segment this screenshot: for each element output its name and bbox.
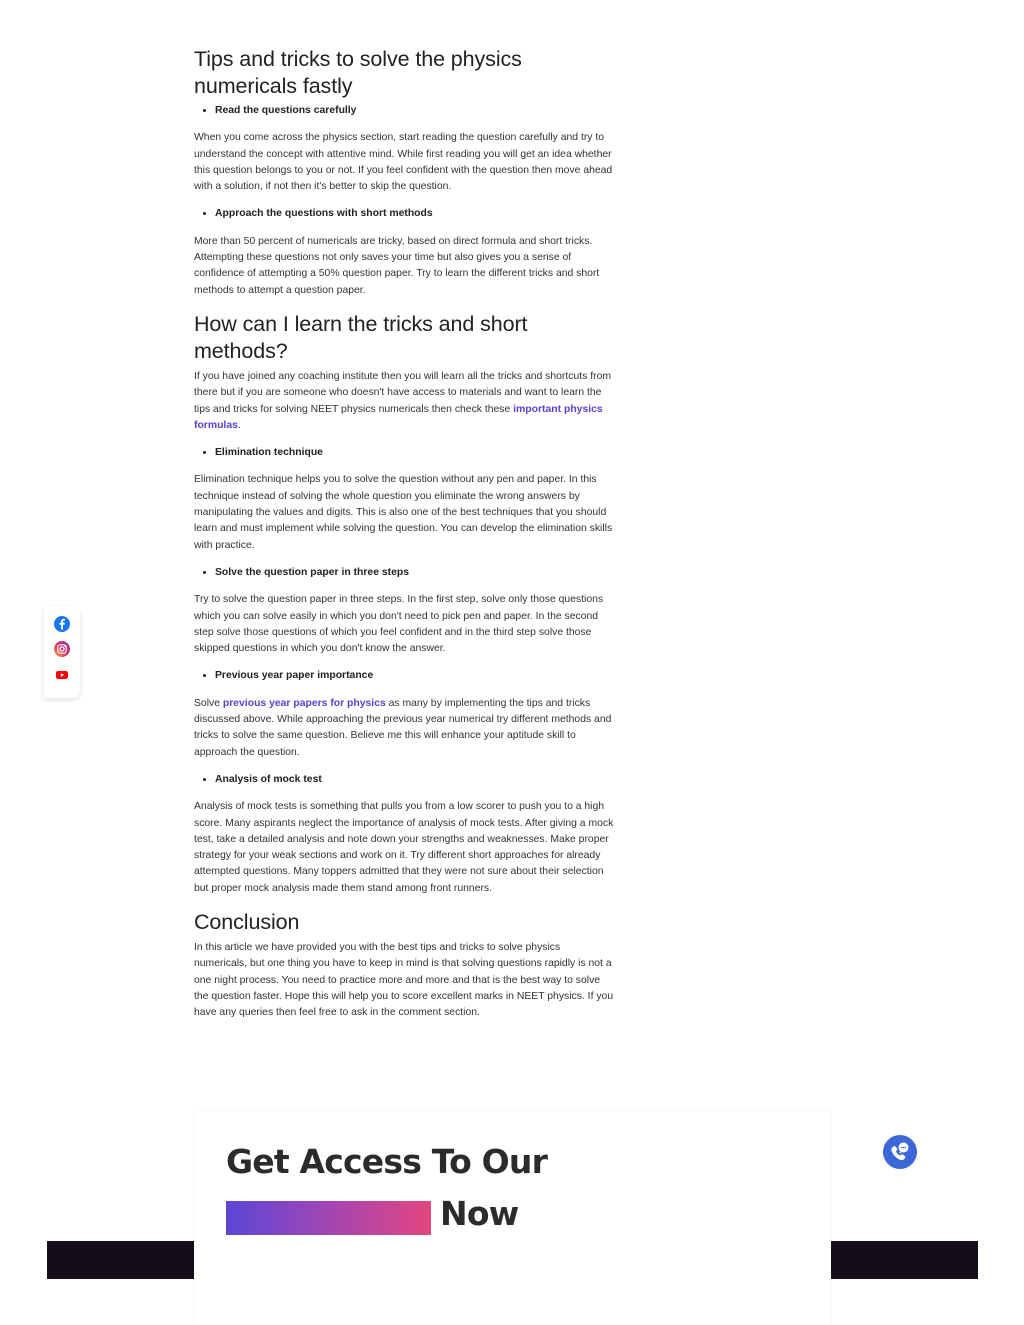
phone-chat-icon	[883, 1135, 917, 1169]
paragraph-read-questions: When you come across the physics section, start reading the question carefully and try to understand the concept with attentive mind. While first reading you will get an idea whether this question belongs to you or not. If you feel confident with the question then move ahead with a solution, if not then it's better to skip the question.	[194, 132, 613, 193]
bullet-approach-short-methods: • Approach the questions with short methods	[215, 205, 614, 222]
important-physics-formulas-link[interactable]: important physics formulas	[194, 403, 603, 431]
bullet-elimination-technique: • Elimination technique	[215, 444, 614, 461]
learn-text: If you have joined any coaching institute then you will learn all the tricks and shortcuts from there but if you are someone who doesn't have access to materials and want to learn the tips and tricks for solving NEET physics numericals then check these	[194, 370, 612, 415]
heading-tips-tricks: Tips and tricks to solve the physics numericals fastly	[194, 47, 522, 98]
paragraph-conclusion: In this article we have provided you with the best tips and tricks to solve physics numericals, but one thing you have to keep in mind is that solving questions rapidly is not a one night process. You need to practice more and more and that is the best way to solve the question faster. Hope this will help you to score excellent marks in NEET physics. If you have any queries then feel free to ask in the comment section.	[194, 941, 614, 1019]
prev-rest: as many by implementing the tips and tricks discussed above. While approaching the previous year numerical try different methods and tricks to solve the same question. Believe me this will enhance your aptitude skill to approach the question.	[194, 697, 612, 758]
footer-dark-strip-left	[47, 1241, 194, 1279]
bullet-three-steps: • Solve the question paper in three steps	[215, 564, 614, 581]
paragraph-approach-short-methods: More than 50 percent of numericals are tricky, based on direct formula and short tricks. Attempting these questions not only saves your time but also gives you a sense of confidence of attempting a 50% question paper. Try to learn the different tricks and short methods to attempt a question paper.	[194, 235, 600, 296]
previous-year-papers-link[interactable]: previous year papers for physics	[222, 697, 386, 709]
bullet-list	[194, 564, 614, 581]
cta-now-text: Now	[440, 1194, 519, 1233]
bullet-list	[194, 771, 614, 788]
call-chat-button[interactable]	[883, 1135, 917, 1169]
article-content	[194, 46, 614, 1031]
social-share-bar	[44, 606, 80, 698]
heading-conclusion: Conclusion	[194, 909, 300, 934]
bullet-list	[194, 444, 614, 461]
footer-dark-strip-right	[831, 1241, 978, 1279]
learn-end: .	[237, 419, 241, 431]
paragraph-elimination-technique: Elimination technique helps you to solve the question without any pen and paper. In this technique instead of solving the whole question you eliminate the wrong answers by manipulating the values and digits. This is also one of the best techniques that you should learn and must implement while solving the question. You can develop the elimination skills with practice.	[194, 474, 613, 551]
youtube-icon[interactable]	[53, 666, 71, 684]
bullet-mock-test-analysis: • Analysis of mock test	[215, 771, 614, 788]
cta-gradient-highlight	[226, 1201, 431, 1235]
instagram-icon[interactable]	[53, 640, 71, 658]
paragraph-three-steps: Try to solve the question paper in three steps. In the first step, solve only those questions which you can solve easily in which you don't need to pick pen and paper. In the second step solve those questions of which you feel confident and in the third step solve those skipped questions in which you don't know the answer.	[194, 594, 604, 655]
bullet-list	[194, 205, 614, 222]
bullet-read-questions: • Read the questions carefully	[215, 102, 614, 119]
cta-heading: Get Access To Our	[226, 1142, 548, 1181]
paragraph-previous-year-papers	[194, 696, 614, 761]
access-cta-card	[194, 1112, 831, 1325]
bullet-list	[194, 102, 614, 119]
heading-learn-tricks: How can I learn the tricks and short methods?	[194, 311, 528, 363]
facebook-icon[interactable]	[53, 615, 71, 633]
paragraph-learn-tricks	[194, 369, 614, 434]
prev-start: Solve	[194, 697, 223, 709]
bullet-previous-year-papers: • Previous year paper importance	[215, 667, 614, 684]
bullet-list	[194, 667, 614, 684]
paragraph-mock-test-analysis: Analysis of mock tests is something that pulls you from a low scorer to push you to a high score. Many aspirants neglect the importance of analysis of mock tests. After giving a mock test, take a detailed analysis and note down your strengths and weaknesses. Make proper strategy for your weak sections and work on it. Try different short approaches for already attempted questions. Many toppers admitted that they were not sure about their selection but proper mock analysis made them stand among front runners.	[194, 801, 614, 894]
